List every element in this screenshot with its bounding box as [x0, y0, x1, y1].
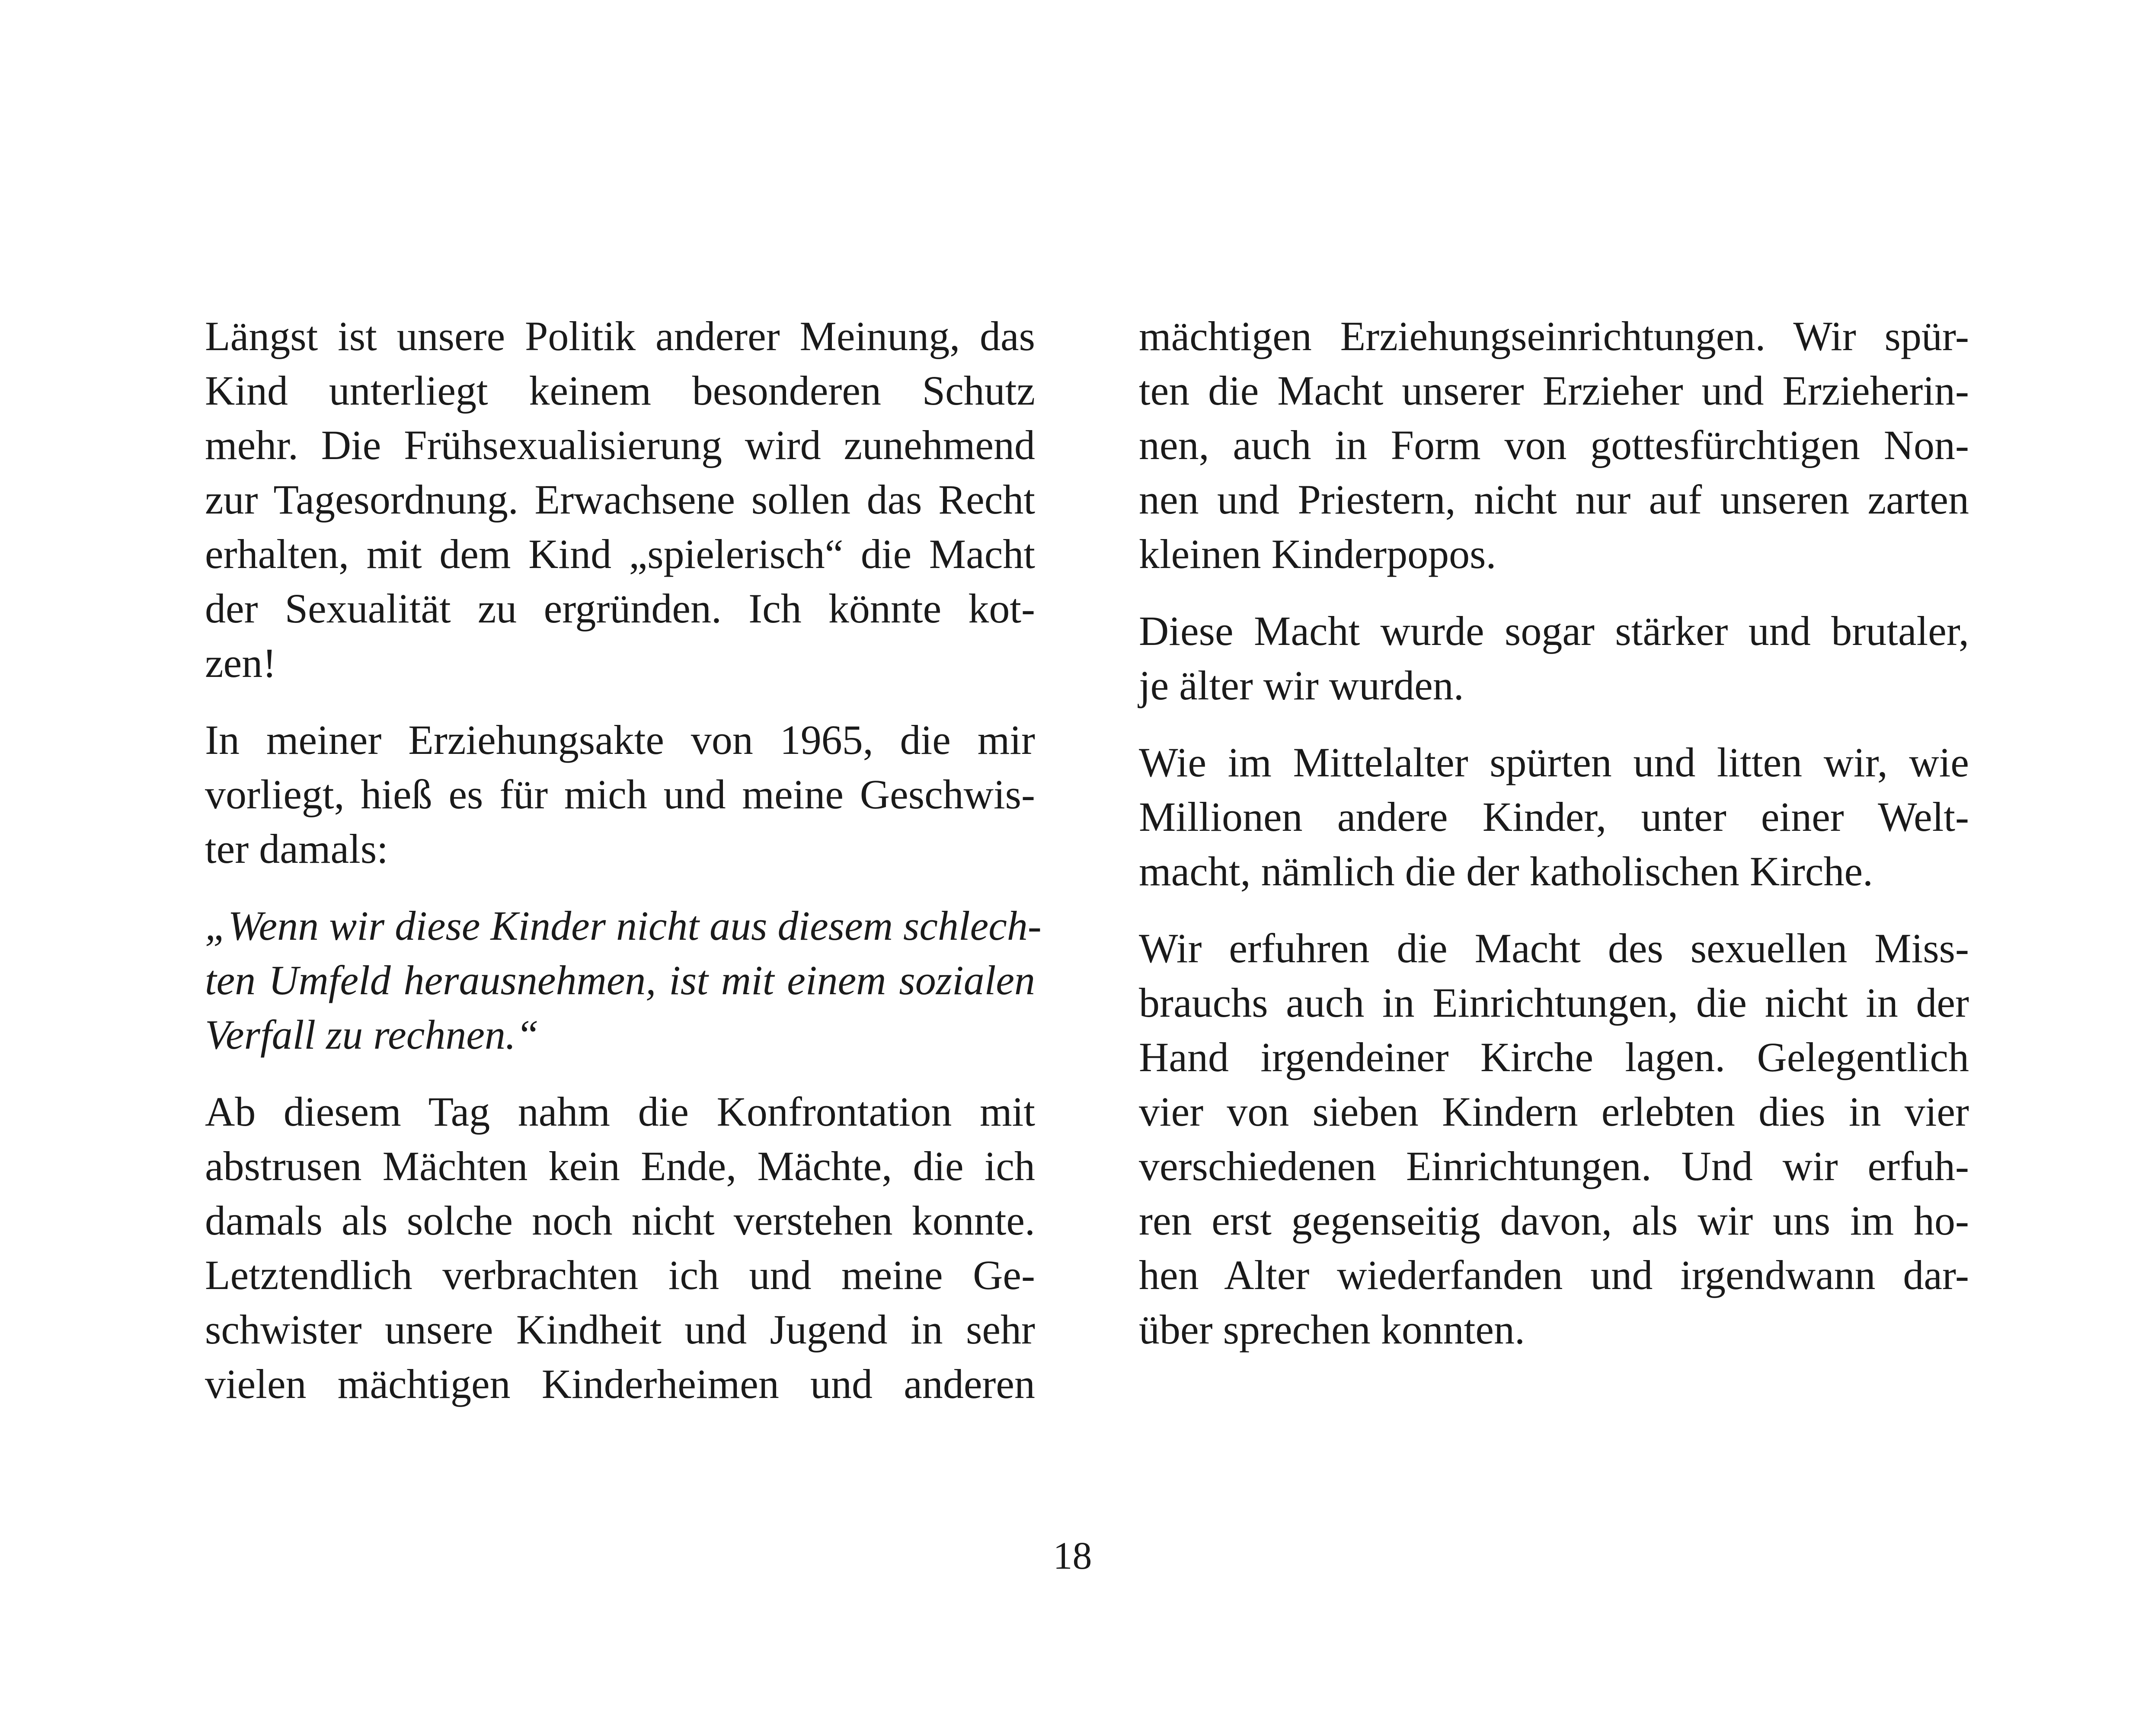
text-line: damals als solche noch nicht verstehen konnte. — [205, 1197, 1035, 1244]
text-line: vielen mächtigen Kinderheimen und anderen — [205, 1361, 1035, 1407]
paragraph — [1139, 309, 1969, 581]
text-line: je älter wir wurden. — [1139, 662, 1464, 708]
paragraph — [205, 1085, 1035, 1411]
quote-line: „Wenn wir diese Kinder nicht aus diesem schlech- — [205, 903, 1042, 949]
text-line: Längst ist unsere Politik anderer Meinung, das — [205, 313, 1035, 359]
text-line: brauchs auch in Einrichtungen, die nicht in der — [1139, 980, 1969, 1026]
quote-line: ten Umfeld herausnehmen, ist mit einem sozialen — [205, 957, 1035, 1003]
text-line: der Sexualität zu ergründen. Ich könnte kot- — [205, 585, 1035, 632]
text-line: nen, auch in Form von gottesfürchtigen Non- — [1139, 422, 1969, 468]
paragraph — [205, 309, 1035, 690]
text-line: Letztendlich verbrachten ich und meine Ge- — [205, 1252, 1035, 1298]
text-line: über sprechen konnten. — [1139, 1306, 1525, 1353]
text-line: ren erst gegenseitig davon, als wir uns im ho- — [1139, 1197, 1969, 1244]
text-line: zur Tagesordnung. Erwachsene sollen das Recht — [205, 476, 1035, 523]
block-quote — [205, 899, 1042, 1062]
quote-line: Verfall zu rechnen.“ — [205, 1012, 539, 1058]
text-line: ten die Macht unserer Erzieher und Erzieherin- — [1139, 367, 1969, 414]
text-line: vorliegt, hieß es für mich und meine Geschwis- — [205, 771, 1035, 817]
text-line: In meiner Erziehungsakte von 1965, die mir — [205, 717, 1035, 763]
text-line: zen! — [205, 640, 277, 686]
paragraph — [1139, 604, 1969, 713]
paragraph — [205, 713, 1035, 876]
text-line: Hand irgendeiner Kirche lagen. Gelegentlich — [1139, 1034, 1969, 1080]
text-line: schwister unsere Kindheit und Jugend in sehr — [205, 1306, 1035, 1353]
text-line: hen Alter wiederfanden und irgendwann dar- — [1139, 1252, 1969, 1298]
text-line: Wie im Mittelalter spürten und litten wir, wie — [1139, 739, 1969, 785]
text-line: Ab diesem Tag nahm die Konfrontation mit — [205, 1088, 1035, 1135]
text-line: Wir erfuhren die Macht des sexuellen Miss- — [1139, 925, 1969, 971]
paragraph — [1139, 921, 1969, 1357]
text-line: Kind unterliegt keinem besonderen Schutz — [205, 367, 1035, 414]
page-number: 18 — [1053, 1535, 1092, 1577]
text-line: kleinen Kinderpopos. — [1139, 531, 1496, 577]
text-line: mehr. Die Frühsexualisierung wird zunehmend — [205, 422, 1035, 468]
left-column — [205, 309, 1042, 1411]
text-line: macht, nämlich die der katholischen Kirche. — [1139, 848, 1873, 894]
text-line: abstrusen Mächten kein Ende, Mächte, die ich — [205, 1143, 1035, 1189]
text-line: ter damals: — [205, 826, 388, 872]
text-line: Millionen andere Kinder, unter einer Welt- — [1139, 794, 1969, 840]
text-line: vier von sieben Kindern erlebten dies in vier — [1139, 1088, 1969, 1135]
text-line: nen und Priestern, nicht nur auf unseren zarten — [1139, 476, 1969, 523]
text-line: Diese Macht wurde sogar stärker und brutaler, — [1139, 608, 1969, 654]
right-column — [1139, 309, 1969, 1357]
paragraph — [1139, 735, 1969, 899]
text-line: verschiedenen Einrichtungen. Und wir erfuh- — [1139, 1143, 1969, 1189]
text-line: erhalten, mit dem Kind „spielerisch“ die Macht — [205, 531, 1035, 577]
text-line: mächtigen Erziehungseinrichtungen. Wir spür- — [1139, 313, 1969, 359]
